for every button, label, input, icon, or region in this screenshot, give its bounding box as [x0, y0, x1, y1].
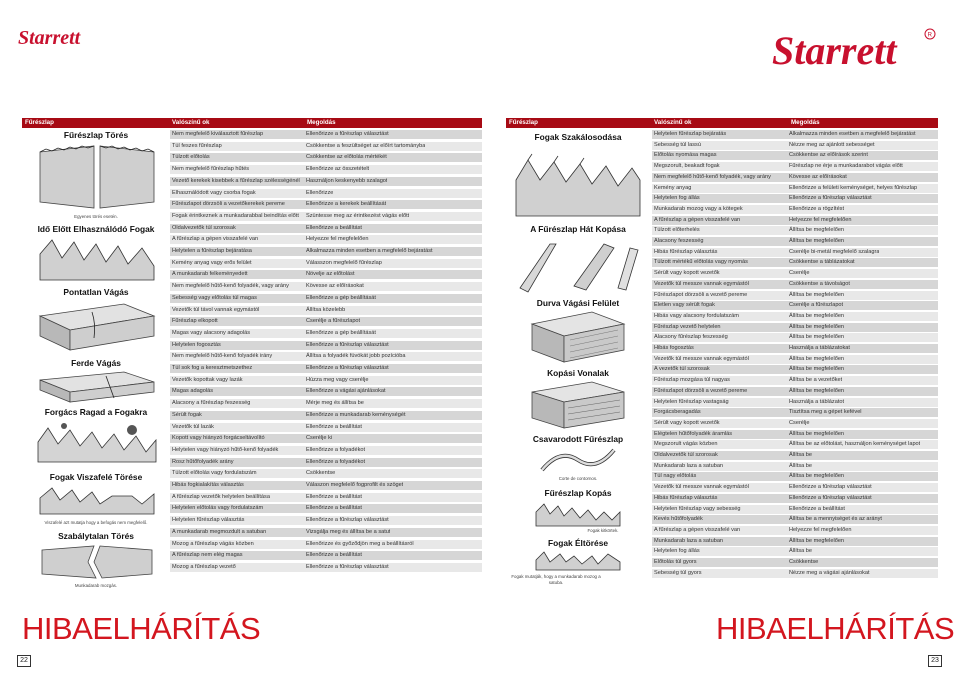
problem-title: A Fűrészlap Hát Kopása: [530, 224, 626, 234]
irregular-break-illustration: [38, 544, 156, 580]
cause-cell: Kevés hűtőfolyadék: [654, 516, 703, 523]
table-row: [652, 258, 938, 267]
solution-cell: Ellenőrizze a fűrészlap választást: [306, 563, 389, 570]
solution-cell: Ellenőrizze a folyadékot: [306, 446, 366, 453]
cause-cell: Rosz hűtőfolyadék arány: [172, 458, 234, 465]
cause-cell: Sérült fogak: [172, 411, 202, 418]
problem-title: Durva Vágási Felület: [536, 298, 620, 308]
solution-cell: Húzza meg vagy cserélje: [306, 376, 369, 383]
cause-cell: A vezetők túl szorosak: [654, 366, 710, 373]
starrett-logo-small: [16, 24, 96, 50]
table-row: [170, 153, 482, 162]
cause-cell: Alacsony feszesség: [654, 238, 704, 244]
solution-cell: Állítsa be megfelelően: [789, 366, 845, 373]
cause-cell: A fűrészlap a gépen visszafelé van: [654, 216, 741, 223]
table-row: [652, 312, 938, 321]
cause-cell: Megszorult, beakadt fogak: [654, 163, 720, 170]
solution-cell: Ellenőrizze a beállítást: [306, 423, 362, 430]
table-row: [652, 558, 938, 567]
table-row: [170, 481, 482, 490]
solution-cell: Válaszon megfelelő fogprofilt és szöget: [306, 482, 404, 488]
table-row: [170, 247, 482, 256]
solution-cell: Csökkentse a feszültséget az előírt tartományba: [306, 142, 426, 149]
table-row: [652, 472, 938, 481]
table-row: [652, 333, 938, 342]
cause-cell: A munkadarab felkeményedett: [172, 271, 248, 278]
solution-cell: Cserélje bi-metál megfelelő szalagra: [789, 248, 880, 255]
cause-cell: Túl nagy előtolás: [654, 473, 697, 480]
inaccurate-cut-illustration: [36, 298, 158, 354]
cause-cell: Helytelen a fűrészlap bejáratása: [172, 248, 252, 254]
cause-cell: Kemény anyag vagy erős felület: [172, 259, 252, 266]
cause-cell: Sérült vagy kopott vezetők: [654, 270, 720, 277]
table-row: [170, 306, 482, 315]
table-row: [170, 329, 482, 338]
solution-cell: Csökkentse a táblázatokat: [789, 259, 855, 266]
problem-title: Kopási Vonalak: [547, 368, 609, 378]
table-row: [652, 194, 938, 203]
table-row: [652, 526, 938, 535]
solution-cell: Helyezze fel megfelelően: [789, 216, 852, 223]
cause-cell: Vezetők kopottak vagy lazák: [172, 376, 243, 383]
solution-cell: Állítsa közelebb: [306, 306, 346, 313]
table-row: [652, 173, 938, 182]
solution-cell: Állítsa be megfelelően: [789, 355, 845, 362]
cause-cell: Hibás vagy alacsony fordulatszám: [654, 312, 739, 319]
cause-cell: Elhasználódott vagy csorba fogak: [172, 189, 256, 196]
crooked-cut-illustration: [36, 370, 158, 404]
table-row: [652, 419, 938, 428]
problem-title: Fogak Szakálosodása: [534, 132, 622, 142]
solution-cell: Állítsa be megfelelően: [789, 387, 845, 394]
cause-cell: Helytelen fűrészlap vagy sebesség: [654, 505, 741, 512]
cause-cell: Hibás fogosztás: [654, 345, 694, 351]
table-row: [652, 547, 938, 556]
cause-cell: Fűrészlap vezető helytelen: [654, 323, 721, 330]
table-row: [652, 569, 938, 578]
cause-cell: Hibás fogkialakítás választás: [172, 482, 244, 488]
solution-cell: Ellenőrizze a kerekek beállítását: [306, 201, 387, 208]
problem-title: Szabálytalan Törés: [58, 531, 134, 541]
table-row: [652, 355, 938, 364]
cause-cell: Vezetők túl messze vannak egymástól: [654, 280, 749, 287]
solution-cell: Ellenőrizze a fűrészlap választást: [306, 517, 389, 524]
cause-cell: A fűrészlap nem elég magas: [172, 552, 243, 559]
solution-cell: Ellenőrizze a gép beállítását: [306, 329, 376, 336]
problem-title: Fogak Viszafelé Törése: [49, 472, 143, 482]
solution-cell: Állítsa be megfelelően: [789, 473, 845, 480]
cause-cell: Sebesség túl gyors: [654, 569, 702, 576]
cause-cell: Magas adagolás: [172, 388, 214, 395]
left-table-header: [22, 118, 482, 128]
table-row: [652, 398, 938, 407]
solution-cell: Állítsa be megfelelően: [789, 537, 845, 544]
svg-text:Starrett: Starrett: [18, 27, 81, 49]
table-row: [652, 184, 938, 193]
cause-cell: Fűrészlap elkopott: [172, 318, 218, 325]
table-row: [652, 226, 938, 235]
cause-cell: Túl sok fog a keresztmetszethez: [172, 365, 253, 371]
table-row: [652, 451, 938, 460]
problem-caption: Fogak mutatják, hogy a munkadarab mozog a satuba.: [511, 574, 601, 585]
cause-cell: A fűrészlap a gépen visszafelé van: [654, 526, 741, 533]
cause-cell: Fűrészlap mozgása túl nagyas: [654, 377, 730, 384]
solution-cell: Csökkentse: [306, 470, 336, 477]
table-row: [652, 408, 938, 417]
cause-cell: Fűrészlapot dörzsöli a vezető pereme: [654, 387, 748, 394]
solution-cell: Ellenőrizze a fűrészlap választást: [306, 341, 389, 348]
solution-cell: Szüntesse meg az érintkezést vágás előtt: [306, 212, 410, 219]
cause-cell: Forgácsberagadás: [654, 409, 701, 416]
table-row: [652, 494, 938, 503]
cause-cell: Elégtelen hűtőfolyadék áramlás: [654, 430, 733, 437]
problem-title: Ferde Vágás: [71, 358, 121, 368]
table-row: [652, 387, 938, 396]
cause-cell: Munkadarab laza a satuban: [654, 462, 724, 469]
table-row: [170, 224, 482, 233]
chips-on-teeth-illustration: [36, 420, 158, 464]
solution-cell: Használja a táblázatokat: [789, 345, 850, 351]
solution-cell: Állítsa be megfelelően: [789, 291, 845, 298]
solution-cell: Ellenőrizze a munkadarab keménységét: [306, 411, 406, 418]
solution-cell: Használjon keskenyebb szalagot: [306, 177, 388, 184]
table-row: [652, 430, 938, 439]
table-row: [170, 189, 482, 198]
svg-text:Starrett: Starrett: [772, 28, 897, 72]
solution-cell: Állítsa a folyadék fúvókát jobb pozícióba: [306, 353, 406, 360]
problem-caption: Fogak kitkörtek.: [587, 528, 619, 533]
cause-cell: Mozog a fűrészlap vágás közben: [172, 540, 254, 547]
broken-blade-illustration: [34, 144, 160, 212]
cause-cell: Túlzott mértékű előtolás vagy nyomás: [654, 259, 748, 266]
col-saw: Fűrészlap: [509, 119, 538, 126]
table-row: [170, 387, 482, 396]
problem-title: Pontatlan Vágás: [63, 287, 129, 297]
table-row: [652, 537, 938, 546]
table-row: [170, 469, 482, 478]
worn-teeth-illustration: [38, 236, 156, 282]
table-row: [170, 235, 482, 244]
solution-cell: Ellenőrizze a felületi keménységet, helyes fűrészlap: [789, 184, 918, 191]
solution-cell: Ellenőrizze a folyadékot: [306, 458, 366, 465]
problem-caption: Egyenes törés esetén.: [74, 214, 118, 219]
problem-caption: Viszafelé azt mutatja hogy a befogás nem megfelelő.: [44, 520, 148, 525]
solution-cell: Állítsa be: [789, 462, 813, 469]
solution-cell: Állítsa be: [789, 452, 813, 458]
page-number-left: 22: [17, 655, 31, 667]
table-row: [652, 269, 938, 278]
table-row: [170, 352, 482, 361]
table-row: [170, 540, 482, 549]
table-row: [170, 317, 482, 326]
solution-cell: Csökkentse a távolságot: [789, 280, 850, 287]
table-row: [170, 142, 482, 151]
table-row: [652, 280, 938, 289]
table-row: [652, 440, 938, 449]
cause-cell: Fűrészlapot dörzsöli a vezető pereme: [654, 291, 748, 298]
cause-cell: Helytelen fog állás: [654, 548, 700, 555]
table-row: [170, 434, 482, 443]
solution-cell: Cserélje ki: [306, 435, 333, 442]
table-row: [652, 462, 938, 471]
cause-cell: Fűrészlapot dörzsöli a vezetőkerekek pereme: [172, 201, 285, 208]
solution-cell: Állítsa be megfelelően: [789, 227, 845, 234]
table-row: [170, 259, 482, 268]
solution-cell: Állítsa be a mennyiséget és az arányt: [789, 516, 882, 523]
solution-cell: Kövesse az előírásokat: [306, 283, 364, 290]
solution-cell: Tisztítsa meg a gépet kefével: [789, 409, 862, 416]
cause-cell: Helytelen fog állás: [654, 195, 700, 202]
cause-cell: Helytelen előtolás vagy fordulatszám: [172, 505, 264, 512]
table-row: [652, 151, 938, 160]
tooth-edge-break-illustration: [534, 550, 622, 572]
cause-cell: Nem megfelelő hűtő-kenő folyadék, vagy arány: [654, 173, 771, 180]
solution-cell: Mérje meg és állítsa be: [306, 400, 364, 407]
solution-cell: Fűrészlap ne érje a munkadarabot vágás előtt: [789, 163, 903, 170]
cause-cell: Nem megfelelő hűtő-kenő folyadék irány: [172, 353, 273, 360]
page-title-right: HIBAELHÁRÍTÁS: [716, 611, 955, 646]
solution-cell: Ellenőrizze a gép beállítását: [306, 294, 376, 301]
cause-cell: Helytelen vagy hiányzó hűtő-kenő folyadék: [172, 446, 279, 453]
wear-lines-illustration: [530, 380, 626, 430]
cause-cell: Helytelen fogosztás: [172, 341, 221, 348]
problem-title: Fűrészlap Kopás: [544, 488, 612, 498]
cause-cell: A fűrészlap a gépen visszafelé van: [172, 236, 259, 243]
table-row: [170, 458, 482, 467]
cause-cell: Vezetők túl lazák: [172, 423, 214, 430]
table-row: [170, 528, 482, 537]
cause-cell: Életlen vagy sérült fogak: [654, 302, 715, 309]
col-solution: Megoldás: [791, 119, 820, 126]
solution-cell: Állítsa be megfelelően: [789, 430, 845, 437]
solution-cell: Cserélje a fűrészlapot: [789, 302, 844, 309]
table-row: [170, 399, 482, 408]
col-saw: Fűrészlap: [25, 119, 54, 126]
solution-cell: Cserélje: [789, 270, 810, 277]
cause-cell: Vezetők túl messze vannak egymástól: [654, 484, 749, 491]
cause-cell: Oldalvezetők túl szorosak: [172, 224, 236, 231]
cause-cell: Nem megfelelő hűtő-kenő folyadék, vagy arány: [172, 283, 289, 290]
solution-cell: Ellenőrizze a fűrészlap választást: [306, 365, 389, 371]
solution-cell: Helyezze fel megfelelően: [789, 526, 852, 533]
problem-title: Fűrészlap Törés: [63, 130, 129, 140]
solution-cell: Alkalmazza minden esetben a megfelelő bejáratást: [306, 248, 433, 254]
cause-cell: Alacsony a fűrészlap feszesség: [172, 400, 251, 407]
table-row: [652, 291, 938, 300]
table-row: [170, 551, 482, 560]
table-row: [652, 376, 938, 385]
solution-cell: Használja a táblázatot: [789, 398, 845, 405]
solution-cell: Ellenőrizze a rögzítést: [789, 205, 845, 212]
problem-title: Fogak Éltörése: [547, 538, 609, 548]
cause-cell: Nem megfelelő kiválasztott fűrészlap: [172, 131, 264, 137]
solution-cell: Cserélje a fűrészlapot: [306, 318, 361, 325]
table-row: [170, 200, 482, 209]
cause-cell: Vezető kerekek kisebbek a fűrészlap szélességénél: [172, 177, 300, 184]
problem-title: Forgács Ragad a Fogakra: [44, 407, 148, 417]
table-row: [652, 344, 938, 353]
solution-cell: Állítsa be megfelelően: [789, 323, 845, 330]
solution-cell: Ellenőrizze a vágási ajánlásokat: [306, 388, 386, 395]
table-row: [170, 270, 482, 279]
solution-cell: Nézze meg az ajánlott sebességet: [789, 141, 875, 148]
solution-cell: Nézze meg a vágási ajánlásokat: [789, 569, 870, 576]
cause-cell: Kopott vagy hiányzó forgácseltávolító: [172, 435, 265, 442]
cause-cell: Túlzott előtolás: [172, 154, 210, 161]
cause-cell: Hibás fűrészlap választás: [654, 248, 718, 255]
table-row: [170, 364, 482, 373]
solution-cell: Alkalmazza minden esetben a megfelelő bejáratást: [789, 131, 916, 137]
cause-cell: Munkadarab laza a satuban: [654, 537, 724, 544]
table-row: [652, 237, 938, 246]
cause-cell: Alacsony fűrészlap feszesség: [654, 334, 728, 341]
twisted-blade-illustration: [540, 446, 616, 474]
back-wear-illustration: [514, 238, 642, 294]
table-row: [652, 216, 938, 225]
table-row: [170, 341, 482, 350]
table-row: [170, 493, 482, 502]
solution-cell: Ellenőrizze a fűrészlap választást: [306, 131, 389, 137]
cause-cell: Hibás fűrészlap választás: [654, 494, 718, 501]
solution-cell: Ellenőrizze a beállítást: [306, 224, 362, 231]
table-row: [170, 504, 482, 513]
cause-cell: Megszorult vágás közben: [654, 441, 718, 448]
svg-text:R: R: [927, 32, 932, 39]
table-row: [170, 177, 482, 186]
cause-cell: Mozog a fűrészlap vezető: [172, 563, 236, 570]
cause-cell: Nem megfelelő fűrészlap hűtés: [172, 166, 250, 173]
solution-cell: Állítsa be: [789, 548, 813, 555]
table-row: [170, 282, 482, 291]
cause-cell: Vezetők túl messze vannak egymástól: [654, 355, 749, 362]
cause-cell: Sebesség túl lassú: [654, 141, 701, 148]
cause-cell: A munkadarab megmozdult a satuban: [172, 528, 267, 535]
tooth-deformation-illustration: [514, 146, 642, 218]
cause-cell: Munkadarab mozog vagy a kötegek: [654, 205, 743, 212]
solution-cell: Vizsgálja meg és állítsa be a satut: [306, 528, 391, 535]
problem-caption: Corte de contornos.: [558, 476, 598, 481]
cause-cell: Vezetők túl távol vannak egymástól: [172, 306, 260, 313]
table-row: [170, 563, 482, 572]
table-row: [170, 423, 482, 432]
cause-cell: Sebesség vagy előtolás túl magas: [172, 294, 257, 301]
table-row: [652, 205, 938, 214]
solution-cell: Ellenőrizze és győződjön meg a beállításról: [306, 540, 414, 547]
tooth-strippage-illustration: [38, 484, 156, 516]
table-row: [652, 301, 938, 310]
solution-cell: Állítsa be megfelelően: [789, 312, 845, 319]
solution-cell: Kövesse az előírásokat: [789, 173, 847, 180]
cause-cell: Túlzott előterhelés: [654, 227, 700, 234]
solution-cell: Ellenőrizze az összetételt: [306, 166, 370, 173]
table-row: [652, 365, 938, 374]
solution-cell: Csökkentse az előírások szerint: [789, 152, 868, 159]
cause-cell: Kemény anyag: [654, 184, 692, 191]
solution-cell: Ellenőrizze a fűrészlap választást: [789, 195, 872, 202]
cause-cell: Előtolás nyomása magas: [654, 152, 717, 159]
solution-cell: Ellenőrizze a beállítást: [306, 552, 362, 559]
table-row: [170, 165, 482, 174]
table-row: [652, 323, 938, 332]
solution-cell: Csökkentse az előtolás mértékét: [306, 154, 387, 161]
cause-cell: Oldalvezetők túl szorosak: [654, 452, 718, 458]
table-row: [170, 130, 482, 139]
table-row: [170, 294, 482, 303]
table-row: [652, 162, 938, 171]
solution-cell: Állítsa be a vezetőket: [789, 377, 843, 384]
solution-cell: Állítsa be megfelelően: [789, 334, 845, 341]
page-title-left: HIBAELHÁRÍTÁS: [22, 611, 261, 646]
table-row: [170, 411, 482, 420]
solution-cell: Ellenőrizze: [306, 189, 334, 196]
cause-cell: A fűrészlap vezetők helytelen beállítása: [172, 493, 270, 500]
table-row: [652, 505, 938, 514]
cause-cell: Túlzott előtolás vagy fordulatszám: [172, 470, 257, 477]
table-row: [652, 141, 938, 150]
table-row: [652, 248, 938, 257]
col-solution: Megoldás: [307, 119, 336, 126]
table-row: [170, 516, 482, 525]
cause-cell: Sérült vagy kopott vezetők: [654, 419, 720, 426]
problem-title: Idő Előtt Elhasználódó Fogak: [37, 224, 155, 234]
cause-cell: Előtolás túl gyors: [654, 559, 697, 565]
solution-cell: Helyezze fel megfelelően: [306, 236, 369, 243]
page-number-right: 23: [928, 655, 942, 667]
rough-surface-illustration: [530, 310, 626, 364]
col-cause: Valószínű ok: [654, 119, 692, 126]
table-row: [170, 376, 482, 385]
cause-cell: Túl feszes fűrészlap: [172, 142, 222, 149]
table-row: [652, 483, 938, 492]
solution-cell: Ellenőrizze a fűrészlap választást: [789, 484, 872, 491]
table-row: [652, 130, 938, 139]
solution-cell: Ellenőrizze a beállítást: [789, 505, 845, 512]
cause-cell: Helytelen fűrészlap bejáratás: [654, 131, 727, 137]
cause-cell: Magas vagy alacsony adagolás: [172, 329, 251, 336]
table-row: [170, 212, 482, 221]
starrett-logo-large: [770, 24, 940, 72]
solution-cell: Ellenőrizze a beállítást: [306, 505, 362, 512]
table-row: [652, 515, 938, 524]
col-cause: Valószínű ok: [172, 119, 210, 126]
problem-caption: Munkadarab mozgás.: [74, 583, 118, 588]
cause-cell: Fogak érintkeznek a munkadarabbal beindítás előtt: [172, 212, 299, 219]
solution-cell: Csökkentse: [789, 559, 819, 565]
solution-cell: Cserélje: [789, 419, 810, 426]
solution-cell: Ellenőrizze a fűrészlap választást: [789, 494, 872, 501]
right-table-header: [506, 118, 938, 128]
table-row: [170, 446, 482, 455]
problem-title: Csavarodott Fűrészlap: [532, 434, 624, 444]
solution-cell: Állítsa be az előtolást, használjon keménységet lapot: [789, 441, 921, 448]
solution-cell: Ellenőrizze a beállítást: [306, 493, 362, 500]
solution-cell: Növelje az előtolást: [306, 271, 355, 278]
solution-cell: Válasszon megfelelő fűrészlap: [306, 259, 382, 266]
cause-cell: Helytelen fűrészlap választás: [172, 517, 245, 524]
cause-cell: Helytelen fűrészlap vastagság: [654, 398, 729, 405]
blade-wear-illustration: [534, 500, 622, 528]
solution-cell: Állítsa be megfelelően: [789, 238, 845, 244]
